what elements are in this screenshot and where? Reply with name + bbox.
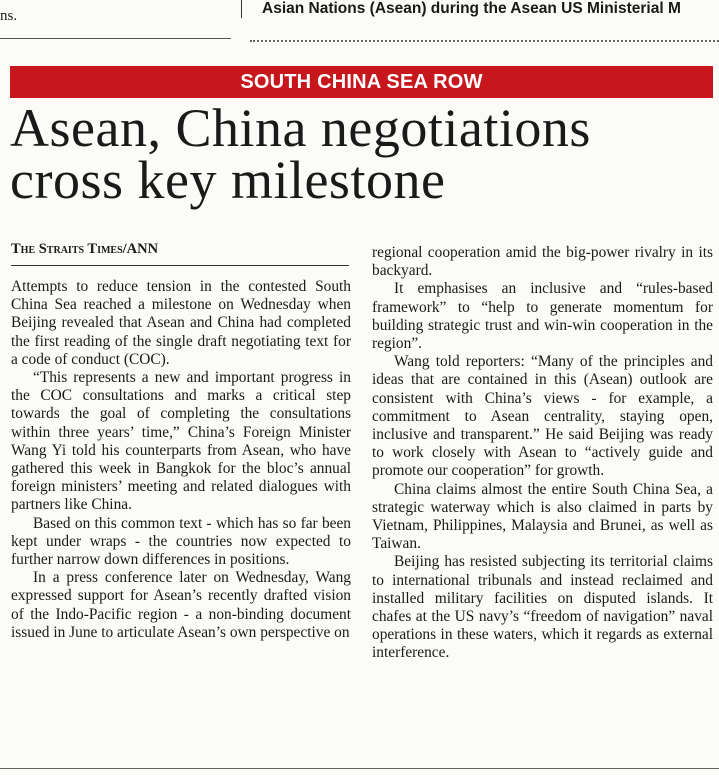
section-kicker: SOUTH CHINA SEA ROW [10,66,713,98]
article-column-left [11,278,351,642]
column-divider [241,0,242,18]
paragraph: “This represents a new and important progress in the COC consultations and marks a critical step towards the goal of completing the consultations within three years’ time,” China’s Foreign Minister Wang Yi told his counterparts from Asean, who have gathered this week in Bangkok for the bloc’s annual foreign ministers’ meeting and related dialogues with partners like China. [11,369,351,514]
article-headline [10,98,719,210]
byline: The Straits Times/ANN [11,241,349,266]
headline-line-2: cross key milestone [10,150,446,210]
paragraph: China claims almost the entire South China Sea, a strategic waterway which is also claimed in parts by Vietnam, Philippines, Malaysia and Brunei, as well as Taiwan. [372,480,713,553]
paragraph: Attempts to reduce tension in the contested South China Sea reached a milestone on Wednesday when Beijing revealed that Asean and China had completed the first reading of the single draft negotiating text for a code of conduct (COC). [11,278,351,368]
headline-line-1: Asean, China negotiations [10,98,591,158]
paragraph: In a press conference later on Wednesday, Wang expressed support for Asean’s recently drafted vision of the Indo-Pacific region - a non-binding document issued in June to articulate Asean’s own perspective on [11,569,351,641]
paragraph: Based on this common text - which has so far been kept under wraps - the countries now expected to further narrow down differences in positions. [11,514,351,569]
fragment-text: ns. [0,8,18,24]
paragraph: Beijing has resisted subjecting its territorial claims to international tribunals and instead reclaimed and installed military facilities on disputed islands. It chafes at the US navy’s “freedom of navigation” naval operations in these waters, which it regards as external interference. [372,553,713,662]
previous-article-fragment [0,4,231,39]
paragraph: It emphasises an inclusive and “rules-based framework” to “help to generate momentum for building strategic trust and win-win cooperation in the region”. [372,280,713,353]
paragraph: regional cooperation amid the big-power rivalry in its backyard. [372,244,713,280]
paragraph: Wang told reporters: “Many of the principles and ideas that are contained in this (Asean) outlook are consistent with China’s views - for example, a commitment to Asean centrality, staying open, inclusive and transparent.” He said Beijing was ready to work closely with Asean to “actively guide and promote our cooperation” for growth. [372,353,713,480]
dotted-rule [250,40,719,42]
adjacent-article-fragment: Asian Nations (Asean) during the Asean US Ministerial M [262,0,681,17]
article-column-right [372,244,713,663]
bottom-rule [0,768,719,769]
